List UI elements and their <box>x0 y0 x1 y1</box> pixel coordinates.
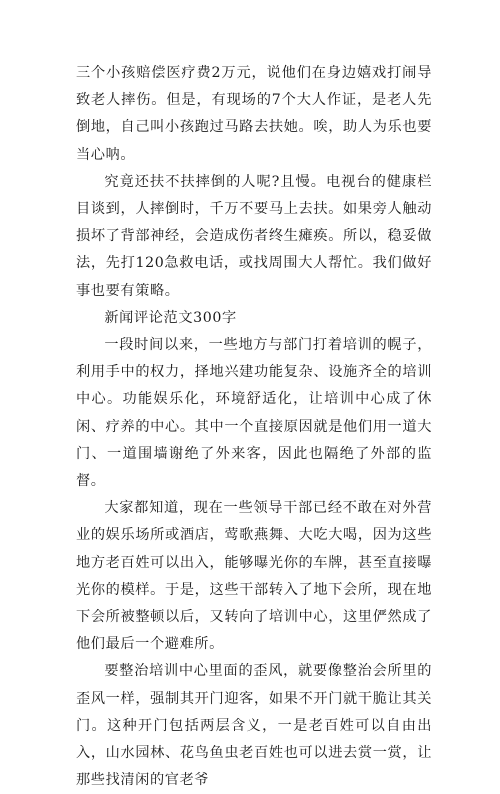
document-body <box>76 60 432 794</box>
paragraph-1: 三个小孩赔偿医疗费2万元，说他们在身边嬉戏打闹导致老人摔伤。但是，有现场的7个大人作证，是老人先倒地，自己叫小孩跑过马路去扶她。唉，助人为乐也要当心呐。 <box>76 65 432 163</box>
paragraph-4: 大家都知道，现在一些领导干部已经不敢在对外营业的娱乐场所或酒店，莺歌燕舞、大吃大喝，因为这些地方老百姓可以出入，能够曝光你的车牌，甚至直接曝光你的模样。于是，这些干部转入了地下会所，现在地下会所被整顿以后，又转向了培训中心，这里俨然成了他们最后一个避难所。 <box>76 500 432 653</box>
section-heading: 新闻评论范文300字 <box>104 309 237 326</box>
paragraph-2: 究竟还扶不扶摔倒的人呢?且慢。电视台的健康栏目谈到，人摔倒时，千万不要马上去扶。如果旁人触动损坏了背部神经，会造成伤者终生瘫痪。所以，稳妥做法，先打120急救电话，或找周围大人帮忙。我们做好事也要有策略。 <box>76 173 432 299</box>
paragraph-3: 一段时间以来，一些地方与部门打着培训的幌子，利用手中的权力，择地兴建功能复杂、设施齐全的培训中心。功能娱乐化，环境舒适化，让培训中心成了休闲、疗养的中心。其中一个直接原因就是他们用一道大门、一道围墙谢绝了外来客，因此也隔绝了外部的监督。 <box>76 337 432 490</box>
paragraph-5: 要整治培训中心里面的歪风，就要像整治会所里的歪风一样，强制其开门迎客，如果不开门就干脆让其关门。这种开门包括两层含义，一是老百姓可以自由出入，山水园林、花鸟鱼虫老百姓也可以进去赏一赏，让那些找清闲的官老爷 <box>76 663 432 789</box>
